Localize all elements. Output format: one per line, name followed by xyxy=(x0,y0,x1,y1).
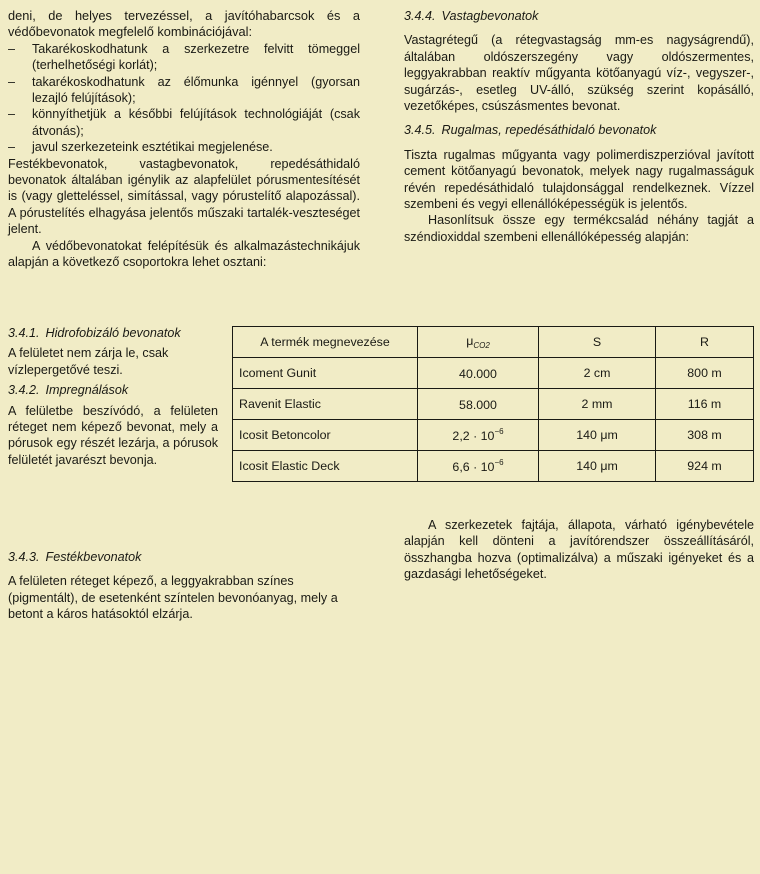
left-narrow-column xyxy=(8,325,218,468)
section-number: 3.4.4. xyxy=(404,9,436,23)
table-row xyxy=(233,358,754,389)
section-number: 3.4.2. xyxy=(8,383,40,398)
header-product-name: A termék megnevezése xyxy=(233,327,418,358)
section-heading-3-4-1 xyxy=(8,325,218,341)
grouping-paragraph: A védőbevonatokat felépítésük és alkalmazástechnikájuk alapján a következő csoportokra lehet osztani: xyxy=(8,238,360,270)
section-title: Hidrofobizáló bevonatok xyxy=(45,326,181,340)
list-item: – javul szerkezeteink esztétikai megjelenése. xyxy=(8,139,360,155)
final-paragraph: A szerkezetek fajtája, állapota, várható igénybevétele alapján kell dönteni a javítórendszer összeállításáról, összhangba hozva (optimalizálva) a műszaki igényeket és a gazdasági lehetőségeket. xyxy=(404,518,754,582)
right-bottom-column xyxy=(404,517,754,583)
header-s: S xyxy=(539,327,656,358)
header-r: R xyxy=(656,327,754,358)
mu-subscript: CO2 xyxy=(473,341,490,350)
table-row xyxy=(233,451,754,482)
right-column xyxy=(404,8,754,245)
cell-r: 800 m xyxy=(656,358,754,389)
section-number: 3.4.3. xyxy=(8,550,40,564)
section-title: Rugalmas, repedésáthidaló bevonatok xyxy=(441,123,657,138)
cell-r: 116 m xyxy=(656,389,754,420)
section-title: Festékbevonatok xyxy=(45,550,142,564)
cell-s: 2 cm xyxy=(539,358,656,389)
section-heading-3-4-3 xyxy=(8,549,360,565)
section-number: 3.4.1. xyxy=(8,326,40,340)
cell-mu xyxy=(418,389,539,420)
section-text-3-4-2: A felületbe beszívódó, a felületen réteget nem képező bevonat, mely a pórusok egy részét lezárja, a pórusok felületét javarészt bevonja. xyxy=(8,403,218,467)
section-heading-3-4-4 xyxy=(404,8,754,24)
cell-s: 140 μm xyxy=(539,420,656,451)
cell-r: 308 m xyxy=(656,420,754,451)
section-title: Impregnálások xyxy=(45,383,129,398)
section-text-3-4-4: Vastagrétegű (a rétegvastagság mm-es nagyságrendű), általában oldószerszegény vagy oldószermentes, leggyakrabban reaktív műgyanta kötőanyagú víz-, vegyszer-, sugárzás-, esetleg UV-álló, szükség szerint kopásálló, vezetőképes, csúszásmentes bevonat. xyxy=(404,33,754,114)
cell-name: Ravenit Elastic xyxy=(233,389,418,420)
section-heading-3-4-5 xyxy=(404,122,754,138)
mu-symbol: μ xyxy=(466,334,474,348)
table-header-row xyxy=(233,327,754,358)
list-item: – könnyíthetjük a későbbi felújítások technológiáját (csak átvonás); xyxy=(8,106,360,139)
table-row xyxy=(233,389,754,420)
mu-value: 58.000 xyxy=(459,398,497,412)
left-column xyxy=(8,8,360,271)
coating-paragraph: Festékbevonatok, vastagbevonatok, repedésáthidaló bevonatok általában igénylik az alapfelület pórusmentesítését is (vagy gletteléssel, simítással, vagy pórustelítő alapozással). A pórustelítés elhagyása jelentős műszaki tartalék-veszteséget jelent. xyxy=(8,156,360,237)
compare-paragraph: Hasonlítsuk össze egy termékcsalád néhány tagját a széndioxiddal szembeni ellenállóképesség alapján: xyxy=(404,213,754,244)
cell-s: 140 μm xyxy=(539,451,656,482)
intro-paragraph: deni, de helyes tervezéssel, a javítóhabarcsok és a védőbevonatok megfelelő kombinációjával: xyxy=(8,8,360,40)
section-text-3-4-5: Tiszta rugalmas műgyanta vagy polimerdiszperzióval javított cement kötőanyagú bevonatok, melyek nagy rugalmasságuk révén repedésáthidaló tulajdonsággal rendelkeznek. Vízzel szembeni és vegyi ellenállóképességük is jelentős. xyxy=(404,147,754,212)
cell-mu xyxy=(418,451,539,482)
benefit-list xyxy=(8,41,360,156)
cell-s: 2 mm xyxy=(539,389,656,420)
section-text-3-4-1: A felületet nem zárja le, csak vízlepergetővé teszi. xyxy=(8,346,169,377)
section-number: 3.4.5. xyxy=(404,123,436,138)
mu-exponent: −6 xyxy=(494,458,504,467)
cell-r: 924 m xyxy=(656,451,754,482)
cell-name: Icoment Gunit xyxy=(233,358,418,389)
mu-value: 6,6 · 10 xyxy=(452,460,495,474)
left-bottom-column xyxy=(8,549,360,623)
header-mu-co2 xyxy=(418,327,539,358)
section-text-3-4-3: A felületen réteget képező, a leggyakrabban színes (pigmentált), de esetenként színtelen bevonóanyag, mely a betont a káros hatásoktól elzárja. xyxy=(8,574,338,622)
section-heading-3-4-2 xyxy=(8,382,218,398)
cell-mu xyxy=(418,358,539,389)
mu-exponent: −6 xyxy=(494,427,504,436)
list-item: – takarékoskodhatunk az élőmunka igénnyel (gyorsan lezajló felújítások); xyxy=(8,74,360,107)
table-row xyxy=(233,420,754,451)
mu-value: 40.000 xyxy=(459,367,497,381)
cell-name: Icosit Betoncolor xyxy=(233,420,418,451)
section-title: Vastagbevonatok xyxy=(441,9,539,23)
list-item: – Takarékoskodhatunk a szerkezetre felvitt tömeggel (terhelhetőségi korlát); xyxy=(8,41,360,74)
cell-mu xyxy=(418,420,539,451)
mu-value: 2,2 · 10 xyxy=(452,429,495,443)
co2-resistance-table xyxy=(232,326,754,482)
cell-name: Icosit Elastic Deck xyxy=(233,451,418,482)
